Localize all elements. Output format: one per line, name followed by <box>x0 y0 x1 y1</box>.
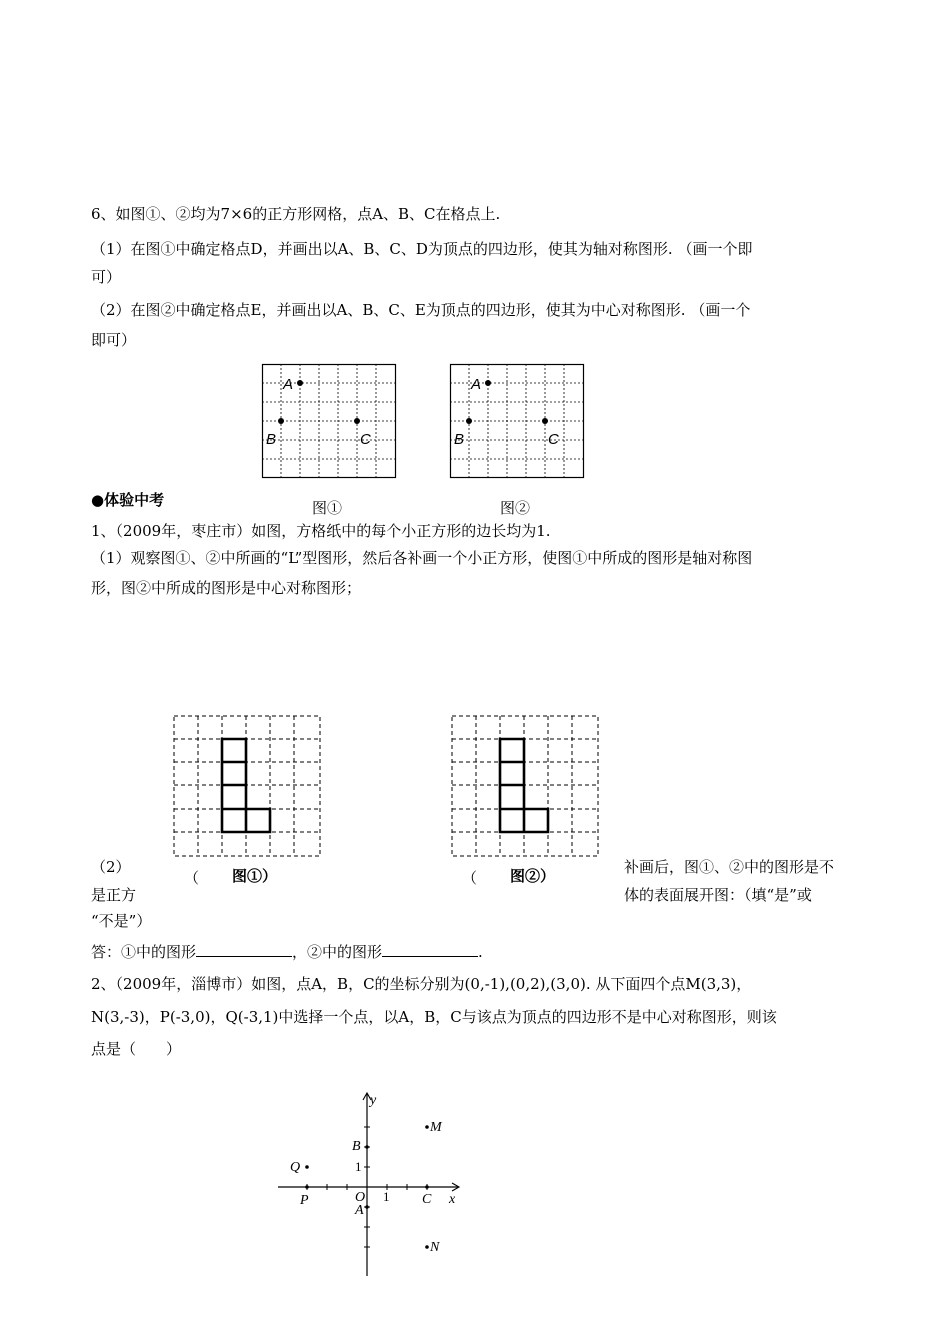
point-n <box>425 1245 429 1249</box>
x-axis-label: x <box>449 1192 456 1207</box>
point-a <box>485 380 491 386</box>
p1-cap2-open: （ <box>462 869 478 887</box>
p1-line6: “不是”） <box>91 912 152 930</box>
p1-line5-left: 是正方 <box>91 886 137 904</box>
point-q <box>305 1165 309 1169</box>
answer-end: . <box>478 943 483 961</box>
point-b <box>466 418 472 424</box>
tick-1-x: 1 <box>383 1189 390 1204</box>
point-b <box>365 1145 369 1149</box>
answer-2-blank[interactable] <box>382 942 478 957</box>
point-m <box>425 1125 429 1129</box>
p1-figure-2 <box>451 714 601 860</box>
p1-part2-right: 补画后，图①、②中的图形是不 <box>624 858 835 876</box>
point-c <box>425 1185 429 1189</box>
answer-2-label: ，②中的图形 <box>292 943 383 961</box>
tick-1-y: 1 <box>355 1159 362 1174</box>
fig2-label-a: A <box>471 376 482 393</box>
fig1-label-b: B <box>266 431 277 448</box>
label-b: B <box>352 1139 361 1154</box>
p1-line3: 形，图②中所成的图形是中心对称图形； <box>91 579 362 597</box>
p1-line1: 1、（2009年，枣庄市）如图，方格纸中的每个小正方形的边长均为1. <box>91 522 551 540</box>
p1-caption-1: 图①） <box>232 868 278 885</box>
p6-line2: （1）在图①中确定格点D，并画出以A、B、C、D为顶点的四边形，使其为轴对称图形. （画一个即 <box>91 240 753 258</box>
point-c <box>354 418 360 424</box>
p6-line4: （2）在图②中确定格点E，并画出以A、B、C、E为顶点的四边形，使其为中心对称图形. （画一个 <box>91 301 751 319</box>
answer-1-blank[interactable] <box>196 942 292 957</box>
p2-line1: 2、（2009年，淄博市）如图，点A，B，C的坐标分别为(0,-1),(0,2),(3,0). 从下面四个点M(3,3)， <box>91 975 752 993</box>
l-shape <box>500 739 548 832</box>
fig2-label-c: C <box>548 431 559 448</box>
label-n: N <box>430 1240 440 1255</box>
fig1-caption: 图① <box>312 499 343 517</box>
point-a <box>365 1205 369 1209</box>
label-m: M <box>430 1120 442 1135</box>
label-a: A <box>355 1203 364 1218</box>
label-origin: O <box>355 1190 366 1205</box>
p6-line1: 6、如图①、②均为7×6的正方形网格，点A、B、C在格点上. <box>91 205 501 223</box>
p1-answer-line <box>91 942 483 961</box>
point-a <box>297 380 303 386</box>
p1-part2-left: （2） <box>91 858 131 876</box>
p1-line2: （1）观察图①、②中所画的“L”型图形，然后各补画一个小正方形，使图①中所成的图形是轴对称图 <box>91 549 753 567</box>
p1-line5-right: 体的表面展开图：（填“是”或 <box>624 886 812 904</box>
fig1-label-a: A <box>283 376 294 393</box>
point-c <box>542 418 548 424</box>
label-q: Q <box>290 1160 301 1175</box>
l-shape <box>222 739 270 832</box>
p2-coordinate-figure <box>270 1088 470 1283</box>
p6-line5: 即可） <box>91 331 137 349</box>
y-axis-label: y <box>370 1093 377 1108</box>
label-p: P <box>300 1193 309 1208</box>
fig1-label-c: C <box>360 431 371 448</box>
p1-figure-1 <box>173 714 323 860</box>
p6-line3: 可） <box>91 268 122 286</box>
p1-caption-2: 图②） <box>510 868 556 885</box>
label-c: C <box>422 1192 432 1207</box>
fig2-label-b: B <box>454 431 465 448</box>
p1-cap1-open: （ <box>184 869 200 887</box>
p2-line2: N(3,-3)，P(-3,0)，Q(-3,1)中选择一个点，以A，B，C与该点为顶点的四边形不是中心对称图形，则该 <box>91 1008 777 1026</box>
p2-line3: 点是（ ） <box>91 1040 182 1058</box>
fig2-caption: 图② <box>500 499 531 517</box>
point-b <box>278 418 284 424</box>
answer-1-label: 答：①中的图形 <box>91 943 197 961</box>
point-p <box>305 1185 309 1189</box>
section-title: ●体验中考 <box>91 491 165 509</box>
